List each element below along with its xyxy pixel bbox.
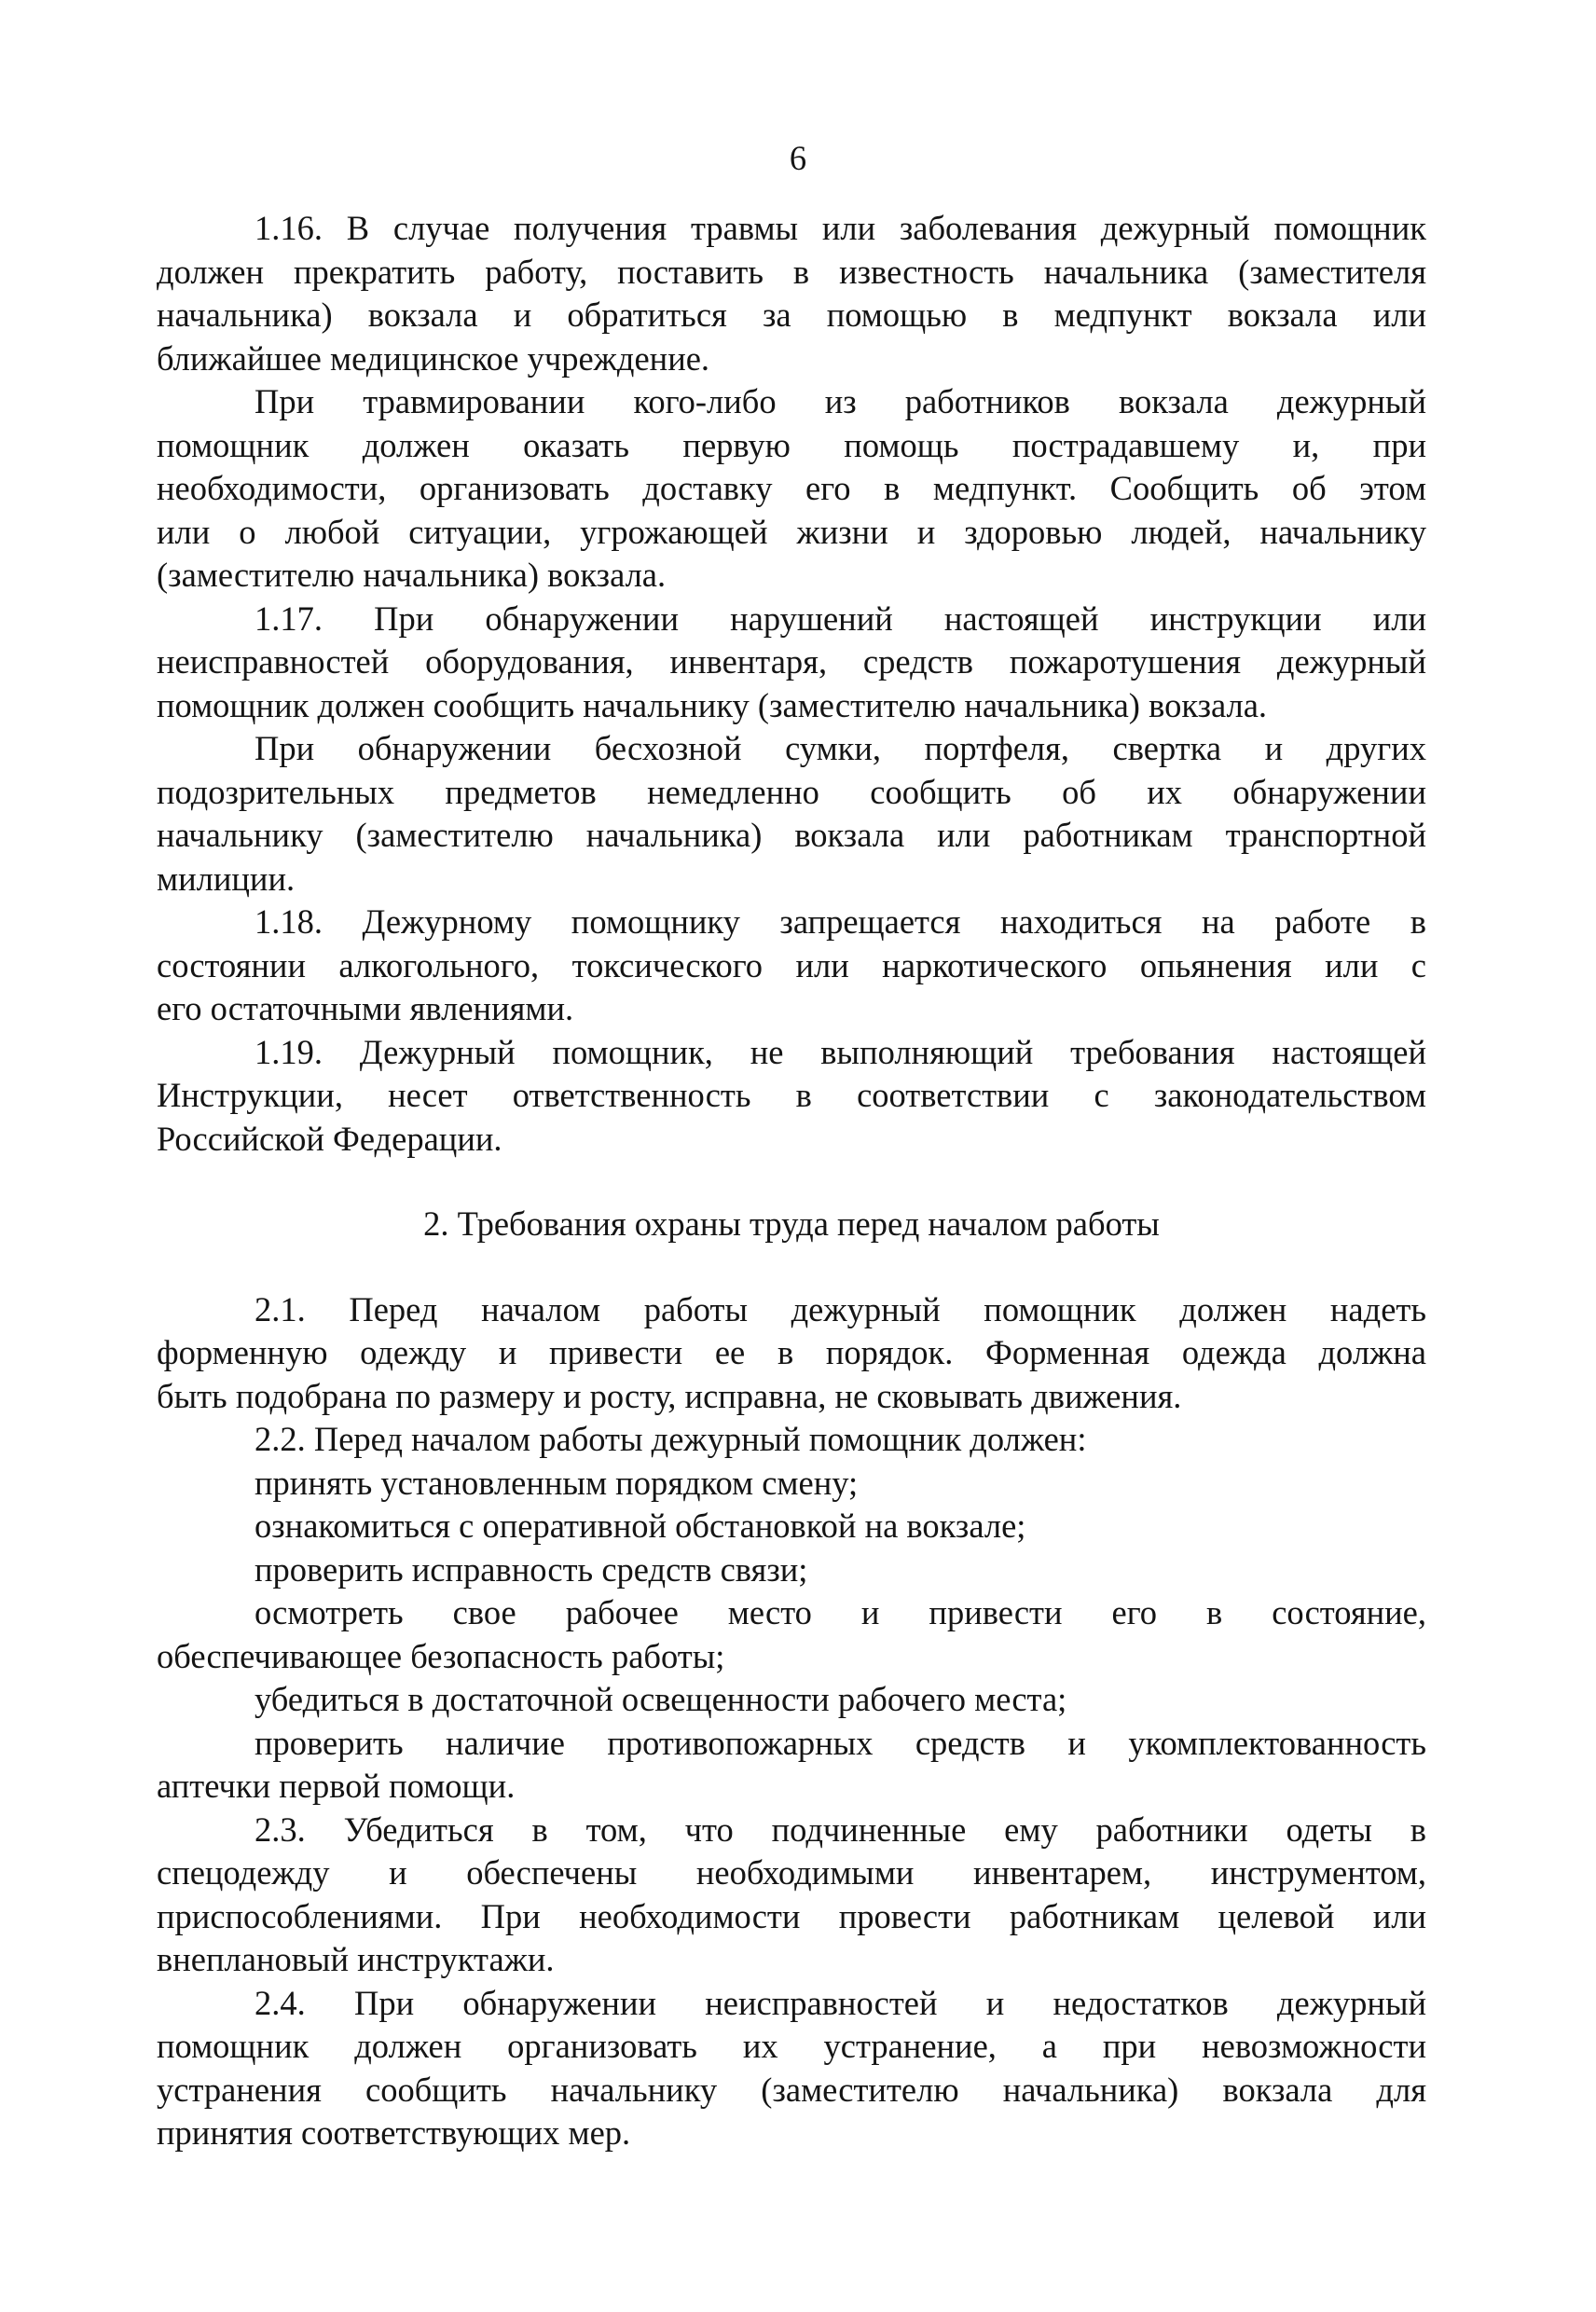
text-line: ознакомиться с оперативной обстановкой на вокзале; <box>255 1507 1026 1545</box>
paragraph-1-16-injury <box>157 380 1426 598</box>
text-line: быть подобрана по размеру и росту, исправна, не сковывать движения. <box>157 1376 1182 1415</box>
text-line: убедиться в достаточной освещенности рабочего места; <box>255 1680 1067 1718</box>
text-line: состоянии алкогольного, токсического или наркотического опьянения или с <box>157 945 1426 984</box>
text-line: помощник должен организовать их устранение, а при невозможности <box>157 2027 1426 2065</box>
text-line: необходимости, организовать доставку его в медпункт. Сообщить об этом <box>157 469 1426 507</box>
text-line: (заместителю начальника) вокзала. <box>157 556 667 594</box>
list-item <box>157 1462 1426 1506</box>
paragraph-2-2 <box>157 1418 1426 1462</box>
text-line: 1.17. При обнаружении нарушений настоящей инструкции или <box>255 599 1426 638</box>
text-line: Российской Федерации. <box>157 1119 502 1158</box>
page-number: 6 <box>789 139 807 177</box>
section-heading: 2. Требования охраны труда перед началом работы <box>423 1204 1160 1243</box>
paragraph-2-4 <box>157 1982 1426 2155</box>
text-line: принять установленным порядком смену; <box>255 1463 859 1502</box>
text-line: 2.3. Убедиться в том, что подчиненные ему работники одеты в <box>255 1810 1426 1849</box>
paragraph-2-3 <box>157 1809 1426 1982</box>
text-line: милиции. <box>157 859 296 898</box>
text-line: приспособлениями. При необходимости провести работникам целевой или <box>157 1896 1426 1935</box>
list-item <box>157 1505 1426 1548</box>
document-body <box>157 207 1426 2155</box>
paragraph-1-17-suspicious-items <box>157 727 1426 901</box>
text-line: 1.16. В случае получения травмы или заболевания дежурный помощник <box>255 209 1426 247</box>
paragraph-1-17 <box>157 598 1426 728</box>
text-line: проверить исправность средств связи; <box>255 1549 808 1589</box>
text-line: 2.1. Перед началом работы дежурный помощник должен надеть <box>255 1289 1426 1328</box>
list-item <box>157 1591 1426 1678</box>
text-line: 2.4. При обнаружении неисправностей и недостатков дежурный <box>255 1983 1426 2022</box>
text-line: При травмировании кого-либо из работников вокзала дежурный <box>255 382 1426 420</box>
text-line: 1.19. Дежурный помощник, не выполняющий требования настоящей <box>255 1032 1426 1071</box>
text-line: его остаточными явлениями. <box>157 989 574 1027</box>
paragraph-2-1 <box>157 1288 1426 1419</box>
paragraph-1-18 <box>157 901 1426 1031</box>
text-line: Инструкции, несет ответственность в соответствии с законодательством <box>157 1076 1426 1114</box>
text-line: форменную одежду и привести ее в порядок. Форменная одежда должна <box>157 1333 1426 1371</box>
list-item <box>157 1678 1426 1722</box>
paragraph-1-19 <box>157 1031 1426 1162</box>
text-line: спецодежду и обеспечены необходимыми инвентарем, инструментом, <box>157 1853 1426 1892</box>
text-line: ближайшее медицинское учреждение. <box>157 338 710 378</box>
text-line: подозрительных предметов немедленно сообщить об их обнаружении <box>157 772 1426 811</box>
text-line: При обнаружении бесхозной сумки, портфеля, свертка и других <box>255 729 1426 767</box>
text-line: аптечки первой помощи. <box>157 1767 516 1805</box>
text-line: должен прекратить работу, поставить в известность начальника (заместителя <box>157 252 1426 291</box>
text-line: устранения сообщить начальнику (заместителю начальника) вокзала для <box>157 2070 1426 2109</box>
text-line: обеспечивающее безопасность работы; <box>157 1636 725 1675</box>
text-line: помощник должен сообщить начальнику (заместителю начальника) вокзала. <box>157 685 1268 724</box>
text-line: проверить наличие противопожарных средств и укомплектованность <box>255 1723 1426 1762</box>
list-item <box>157 1722 1426 1809</box>
text-line: 1.18. Дежурному помощнику запрещается находиться на работе в <box>255 902 1426 941</box>
paragraph-1-16 <box>157 207 1426 380</box>
text-line: внеплановый инструктажи. <box>157 1940 555 1978</box>
text-line: начальнику (заместителю начальника) вокзала или работникам транспортной <box>157 816 1426 854</box>
text-line: принятия соответствующих мер. <box>157 2113 631 2152</box>
text-line: помощник должен оказать первую помощь пострадавшему и, при <box>157 425 1426 464</box>
list-item <box>157 1548 1426 1592</box>
text-line: или о любой ситуации, угрожающей жизни и здоровью людей, начальнику <box>157 512 1426 551</box>
text-line: осмотреть свое рабочее место и привести его в состояние, <box>255 1593 1426 1631</box>
text-line: неисправностей оборудования, инвентаря, средств пожаротушения дежурный <box>157 642 1426 681</box>
text-line: начальника) вокзала и обратиться за помощью в медпункт вокзала или <box>157 296 1426 334</box>
text-line: 2.2. Перед началом работы дежурный помощник должен: <box>255 1420 1087 1458</box>
